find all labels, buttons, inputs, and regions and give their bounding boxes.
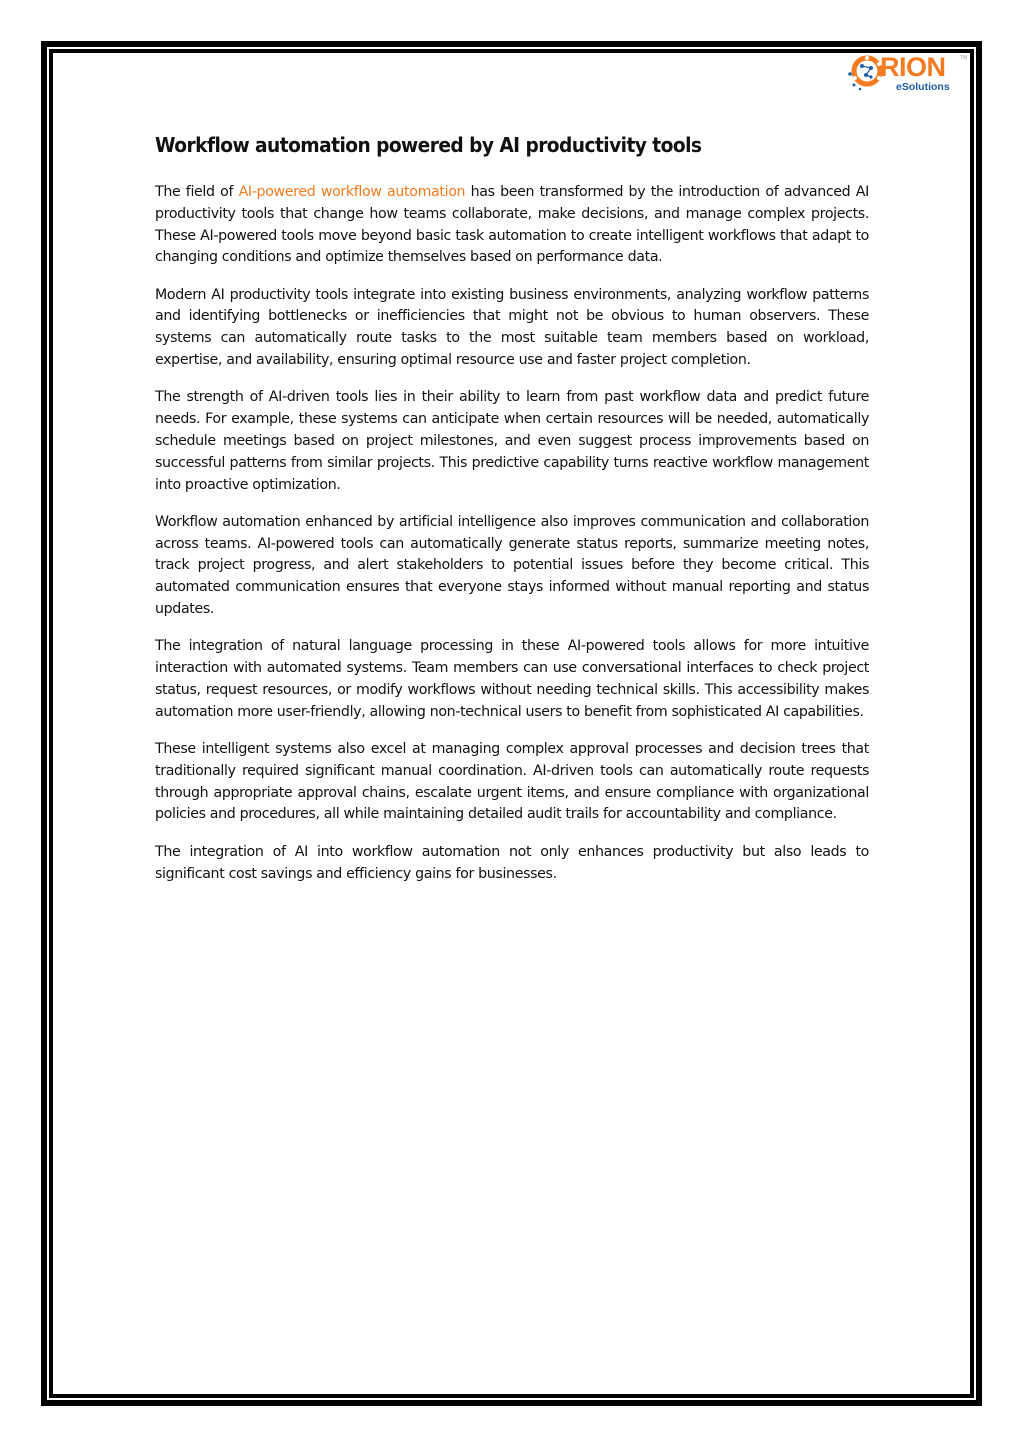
intro-suffix: has been transformed by the introduction of advanced AI productivity tools that change how teams collaborate, make decisions, and manage complex projects. These AI-powered tools move beyond basic task automation to create intelligent workflows that adapt to changing conditions and optimize themselves based on performance data. [155, 184, 869, 266]
paragraph-intro [155, 182, 869, 269]
paragraph: Modern AI productivity tools integrate into existing business environments, analyzing workflow patterns and identifying bottlenecks or inefficiencies that might not be obvious to human observers. These systems can automatically route tasks to the most suitable team members based on workload, expertise, and availability, ensuring optimal resource use and faster project completion. [155, 286, 869, 369]
paragraph: The integration of natural language processing in these AI-powered tools allows for more intuitive interaction with automated systems. Team members can use conversational interfaces to check project status, request resources, or modify workflows without needing technical skills. This accessibility makes automation more user-friendly, allowing non-technical users to benefit from sophisticated AI capabilities. [155, 638, 869, 720]
paragraph: Workflow automation enhanced by artificial intelligence also improves communication and collaboration across teams. AI-powered tools can automatically generate status reports, summarize meeting notes, track project progress, and alert stakeholders to potential issues before they become critical. This automated communication ensures that everyone stays informed without manual reporting and status updates. [155, 513, 869, 618]
intro-prefix: The field of [155, 184, 239, 200]
paragraph: These intelligent systems also excel at managing complex approval processes and decision trees that traditionally required significant manual coordination. AI-driven tools can automatically route requests through appropriate approval chains, escalate urgent items, and ensure compliance with organizational policies and procedures, all while maintaining detailed audit trails for accountability and compliance. [155, 741, 869, 823]
ai-workflow-automation-link[interactable]: AI-powered workflow automation [238, 184, 466, 200]
paragraph: The strength of AI-driven tools lies in their ability to learn from past workflow data and predict future needs. For example, these systems can anticipate when certain resources will be needed, automatically schedule meetings based on project milestones, and even suggest process improvements based on successful patterns from similar projects. This predictive capability turns reactive workflow management into proactive optimization. [155, 389, 869, 493]
orion-esolutions-logo [846, 54, 966, 94]
document-title: Workflow automation powered by AI productivity tools [155, 133, 702, 157]
document-body [155, 182, 869, 901]
logo-subtitle: eSolutions [896, 81, 950, 93]
trademark-mark: TM [960, 55, 968, 61]
paragraph: The integration of AI into workflow automation not only enhances productivity but also leads to significant cost savings and efficiency gains for businesses. [155, 843, 869, 882]
logo-brand-text: RION [880, 52, 946, 82]
